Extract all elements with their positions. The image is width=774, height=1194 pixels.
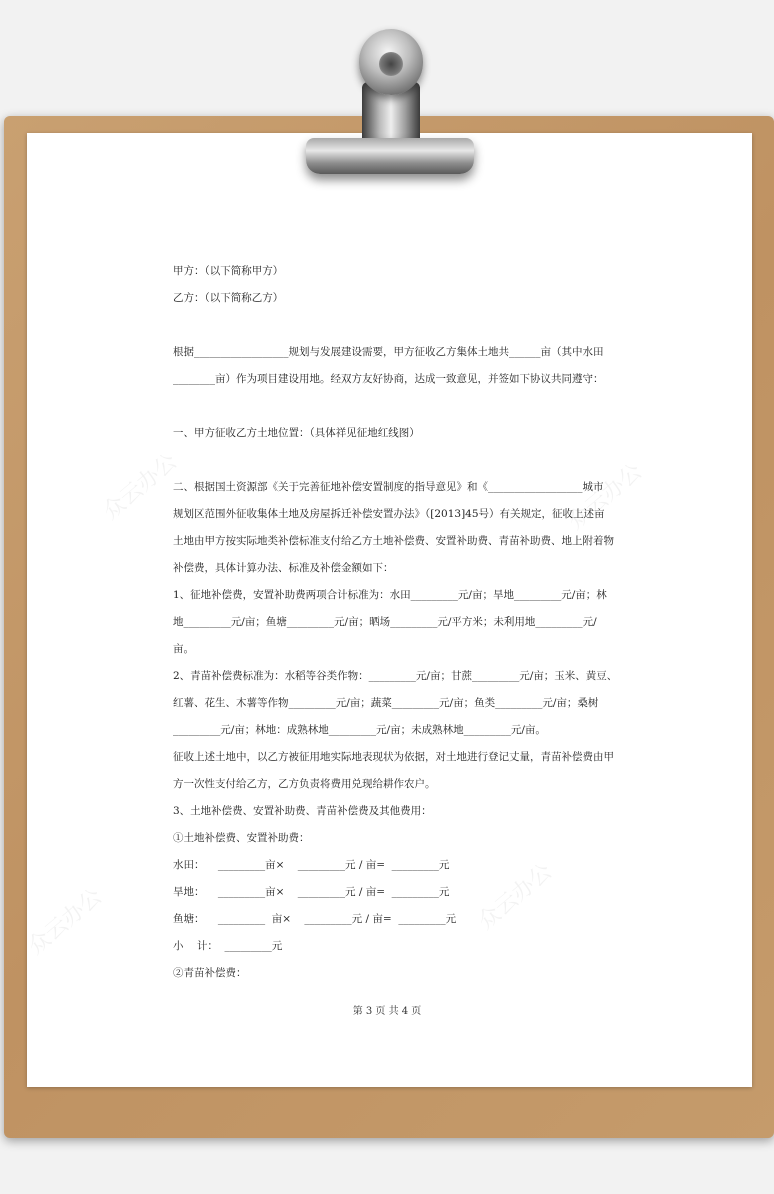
item-2-line-3: _________元/亩；林地：成熟林地_________元/亩；未成熟林地_________元/亩。	[173, 724, 546, 736]
binder-clip-hole	[379, 52, 403, 76]
binder-clip-base	[306, 138, 474, 174]
note-line-1: 征收上述土地中，以乙方被征用地实际地表现状为依据，对土地进行登记丈量，青苗补偿费由甲	[173, 751, 614, 763]
section-1-heading: 一、甲方征收乙方土地位置：（具体祥见征地红线图）	[173, 427, 420, 439]
item-3-heading: 3、土地补偿费、安置补助费、青苗补偿费及其他费用：	[173, 805, 432, 817]
item-1-line-3: 亩。	[173, 643, 194, 655]
item-2-line-1: 2、青苗补偿费标准为：水稻等谷类作物：_________元/亩；甘蔗_________元/亩；玉米、黄豆、	[173, 670, 618, 682]
item-1-line-2: 地_________元/亩；鱼塘_________元/亩；晒场_________元/平方米；未利用地_________元/	[173, 616, 597, 628]
item-2-line-2: 红薯、花生、木薯等作物_________元/亩；蔬菜_________元/亩；鱼类_________元/亩；桑树	[173, 697, 599, 709]
watermark: 众云办公	[473, 859, 558, 935]
party-a-line: 甲方：（以下简称甲方）	[173, 265, 284, 277]
sub-item-2-heading: ②青苗补偿费：	[173, 967, 247, 979]
party-b-line: 乙方：（以下简称乙方）	[173, 292, 284, 304]
fishpond-row: 鱼塘： _________ 亩× _________元 / 亩= _________元	[173, 913, 457, 925]
sub-item-1-heading: ①土地补偿费、安置补助费：	[173, 832, 310, 844]
section-2-line-4: 补偿费，具体计算办法、标准及补偿金额如下：	[173, 562, 394, 574]
intro-line-2: ________亩）作为项目建设用地。经双方友好协商，达成一致意见，并签如下协议共同遵守：	[173, 373, 604, 385]
section-2-line-1: 二、根据国土资源部《关于完善征地补偿安置制度的指导意见》和《__________________城市	[173, 481, 604, 493]
section-2-line-3: 土地由甲方按实际地类补偿标准支付给乙方土地补偿费、安置补助费、青苗补助费、地上附着物	[173, 535, 614, 547]
watermark: 众云办公	[23, 884, 108, 960]
watermark: 众云办公	[563, 459, 648, 535]
paddy-row: 水田： _________亩× _________元 / 亩= _________元	[173, 859, 450, 871]
note-line-2: 方一次性支付给乙方，乙方负责将费用兑现给耕作农户。	[173, 778, 436, 790]
section-2-line-2: 规划区范围外征收集体土地及房屋拆迁补偿安置办法》（[2013]45号）有关规定，征收上述亩	[173, 508, 605, 520]
item-1-line-1: 1、征地补偿费，安置补助费两项合计标准为：水田_________元/亩；旱地_________元/亩；林	[173, 589, 607, 601]
subtotal-row: 小 计： _________元	[173, 940, 283, 952]
dryland-row: 旱地： _________亩× _________元 / 亩= _________元	[173, 886, 450, 898]
page-number: 第 3 页 共 4 页	[352, 1006, 422, 1017]
intro-line-1: 根据__________________规划与发展建设需要，甲方征收乙方集体土地共______亩（其中水田	[173, 346, 604, 358]
watermark: 众云办公	[98, 449, 183, 525]
document-page	[27, 133, 752, 1087]
